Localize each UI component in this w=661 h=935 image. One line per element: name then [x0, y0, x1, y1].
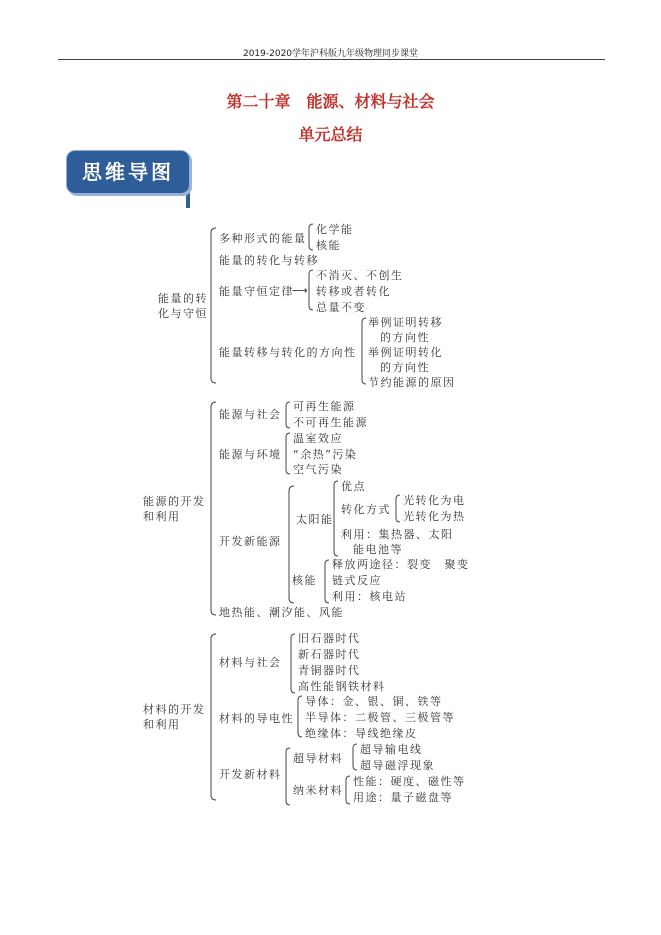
energy-form-chemical: 化学能 [316, 223, 354, 236]
semiconductor: 半导体：二极管、三极管等 [305, 711, 455, 724]
sources-new: 开发新能源 [219, 535, 282, 548]
env-air: 空气污染 [293, 463, 343, 476]
steel-materials: 高性能钢铁材料 [298, 680, 386, 693]
energy-conservation: 能量守恒定律 [219, 285, 294, 298]
materials-root-line2: 和利用 [143, 718, 181, 731]
sources-root-line1: 能源的开发 [143, 495, 206, 508]
renewable: 可再生能源 [293, 400, 356, 413]
nuclear: 核能 [292, 574, 317, 587]
materials-root-line1: 材料的开发 [143, 703, 206, 716]
nano-materials: 纳米材料 [293, 784, 343, 797]
energy-root-line1: 能量的转 [158, 292, 208, 305]
direction-item-2: 举例证明转化 [368, 346, 443, 359]
env-greenhouse: 温室效应 [293, 432, 343, 445]
solar-mode: 转化方式 [341, 503, 391, 516]
conservation-item-3: 总量不变 [316, 301, 366, 314]
super-power-line: 超导输电线 [360, 743, 423, 756]
direction-item-2b: 的方向性 [380, 361, 430, 374]
neolithic: 新石器时代 [298, 648, 361, 661]
direction-item-3: 节约能源的原因 [368, 376, 456, 389]
direction-item-1: 举例证明转移 [368, 316, 443, 329]
page-header: 2019-2020学年沪科版九年级物理同步课堂 [242, 49, 419, 59]
mindmap-badge: 思维导图 [66, 150, 190, 194]
insulator: 绝缘体：导线绝缘皮 [305, 727, 418, 740]
sources-others: 地热能、潮汐能、风能 [219, 606, 344, 619]
nuclear-use: 利用：核电站 [332, 590, 407, 603]
materials-society: 材料与社会 [219, 656, 282, 669]
energy-direction: 能量转移与转化的方向性 [219, 346, 357, 359]
super-maglev: 超导磁浮现象 [360, 759, 435, 772]
bronze-age: 青铜器时代 [298, 664, 361, 677]
section-subtitle: 单元总结 [298, 125, 363, 144]
solar-use-2: 能电池等 [353, 543, 403, 556]
conservation-arrow: ⟶ [292, 284, 308, 297]
energy-transform: 能量的转化与转移 [219, 254, 319, 267]
materials-new: 开发新材料 [219, 768, 282, 781]
env-heat: “余热”污染 [293, 448, 358, 461]
solar-to-heat: 光转化为热 [403, 510, 466, 523]
nuclear-release: 释放两途径：裂变 聚变 [332, 558, 470, 571]
chapter-title: 第二十章 能源、材料与社会 [226, 92, 435, 111]
conservation-item-1: 不消灭、不创生 [316, 269, 404, 282]
sources-society: 能源与社会 [219, 408, 282, 421]
nano-use: 用途：量子磁盘等 [353, 791, 453, 804]
solar-adv: 优点 [341, 480, 366, 493]
materials-conduct: 材料的导电性 [219, 712, 294, 725]
energy-forms: 多种形式的能量 [219, 232, 307, 245]
conductor: 导体：金、银、铜、铁等 [305, 695, 443, 708]
energy-form-nuclear: 核能 [316, 239, 341, 252]
solar-use: 利用：集热器、太阳 [341, 528, 454, 541]
sources-env: 能源与环境 [219, 448, 282, 461]
nano-property: 性能：硬度、磁性等 [353, 775, 466, 788]
non-renewable: 不可再生能源 [293, 416, 368, 429]
solar: 太阳能 [296, 513, 334, 526]
paleolithic: 旧石器时代 [298, 632, 361, 645]
solar-to-electric: 光转化为电 [403, 494, 466, 507]
direction-item-1b: 的方向性 [380, 331, 430, 344]
sources-root-line2: 和利用 [143, 510, 181, 523]
nuclear-chain: 链式反应 [332, 574, 382, 587]
conservation-item-2: 转移或者转化 [316, 285, 391, 298]
energy-root-line2: 化与守恒 [158, 307, 208, 320]
superconductor: 超导材料 [293, 752, 343, 765]
